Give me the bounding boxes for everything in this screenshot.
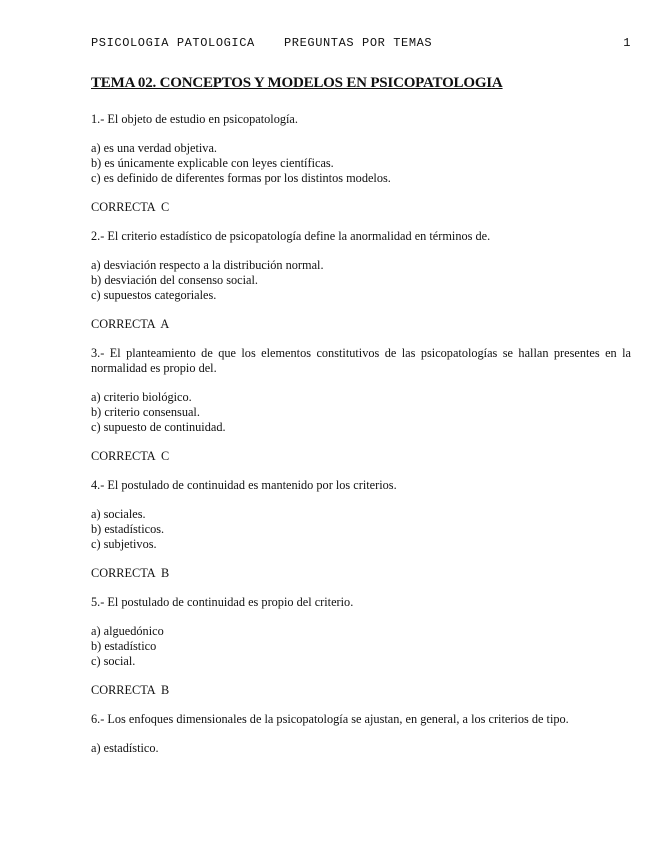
options-list	[91, 507, 631, 552]
question-text: 3.- El planteamiento de que los elementos constitutivos de las psicopatologías se hallan presentes en la normalidad es propio del.	[91, 346, 631, 375]
correct-answer: CORRECTA C	[91, 449, 170, 463]
question-text: 6.- Los enfoques dimensionales de la psicopatología se ajustan, en general, a los criterios de tipo.	[91, 712, 569, 726]
question-text: 5.- El postulado de continuidad es propio del criterio.	[91, 595, 354, 609]
question-block	[91, 112, 631, 215]
document-title: TEMA 02. CONCEPTOS Y MODELOS EN PSICOPATOLOGIA	[91, 75, 503, 91]
option-item: b) criterio consensual.	[91, 405, 200, 419]
options-list	[91, 741, 631, 756]
option-item: c) subjetivos.	[91, 537, 157, 551]
option-item: c) es definido de diferentes formas por los distintos modelos.	[91, 171, 391, 185]
correct-answer: CORRECTA B	[91, 683, 170, 697]
option-item: a) es una verdad objetiva.	[91, 141, 217, 155]
option-item: c) social.	[91, 654, 136, 668]
options-list	[91, 624, 631, 669]
question-text: 1.- El objeto de estudio en psicopatología.	[91, 112, 298, 126]
question-text: 4.- El postulado de continuidad es mantenido por los criterios.	[91, 478, 397, 492]
options-list	[91, 390, 631, 435]
correct-answer: CORRECTA B	[91, 566, 170, 580]
question-text: 2.- El criterio estadístico de psicopatología define la anormalidad en términos de.	[91, 229, 491, 243]
options-list	[91, 258, 631, 303]
option-item: b) es únicamente explicable con leyes científicas.	[91, 156, 334, 170]
questions-list	[91, 112, 631, 756]
question-block	[91, 595, 631, 698]
option-item: a) estadístico.	[91, 741, 159, 755]
option-item: c) supuesto de continuidad.	[91, 420, 226, 434]
option-item: b) estadísticos.	[91, 522, 165, 536]
option-item: a) criterio biológico.	[91, 390, 192, 404]
header-page-number: 1	[623, 36, 631, 50]
header-subject: PSICOLOGIA PATOLOGICA	[91, 36, 255, 50]
question-block	[91, 478, 631, 581]
question-block	[91, 712, 631, 756]
option-item: c) supuestos categoriales.	[91, 288, 217, 302]
correct-answer: CORRECTA A	[91, 317, 170, 331]
option-item: a) sociales.	[91, 507, 146, 521]
question-block	[91, 229, 631, 332]
option-item: a) desviación respecto a la distribución normal.	[91, 258, 324, 272]
document-page	[91, 36, 631, 770]
option-item: b) estadístico	[91, 639, 157, 653]
option-item: b) desviación del consenso social.	[91, 273, 258, 287]
question-block	[91, 346, 631, 464]
options-list	[91, 141, 631, 186]
running-header	[91, 36, 631, 54]
option-item: a) alguedónico	[91, 624, 164, 638]
header-section: PREGUNTAS POR TEMAS	[284, 36, 433, 50]
correct-answer: CORRECTA C	[91, 200, 170, 214]
